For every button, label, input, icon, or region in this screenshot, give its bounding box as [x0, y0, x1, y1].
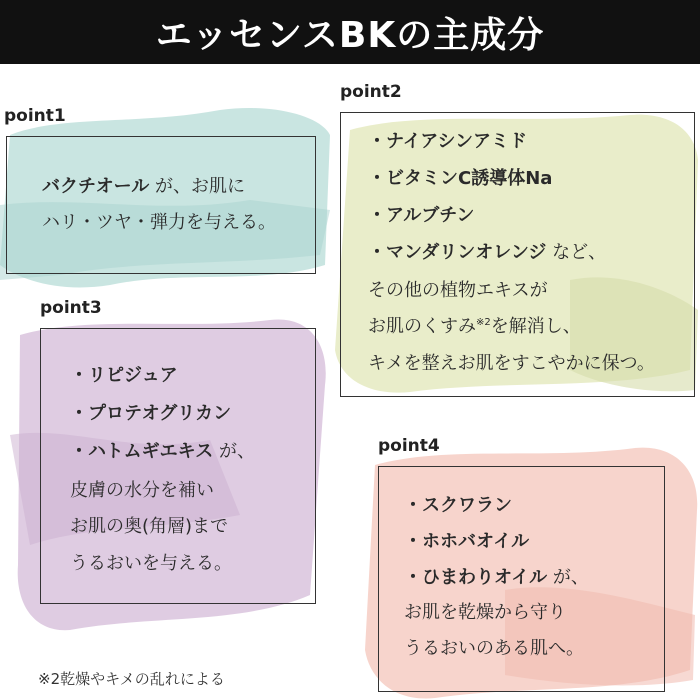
point2-item-1: ・ナイアシンアミド — [368, 131, 528, 152]
point3-line5: お肌の奥(角層)まで — [70, 516, 229, 537]
point4-line4: お肌を乾燥から守り — [404, 602, 566, 623]
point2-line6-pre: お肌のくすみ — [368, 316, 476, 337]
point2-line5: その他の植物エキスが — [368, 280, 548, 301]
point2-label: point2 — [340, 82, 402, 102]
point2-item-4: ・マンダリンオレンジ — [368, 242, 547, 263]
point3-label: point3 — [40, 298, 102, 318]
point1-highlight: バクチオール — [42, 176, 150, 197]
point1-line1-rest: が、お肌に — [149, 176, 246, 197]
point2-line7: キメを整えお肌をすこやかに保つ。 — [368, 353, 655, 374]
point1-line2: ハリ・ツヤ・弾力を与える。 — [42, 212, 276, 233]
point2-item-2: ・ビタミンC誘導体Na — [368, 168, 553, 189]
point1-line1 — [42, 178, 245, 196]
page-title: エッセンスBKの主成分 — [155, 14, 545, 56]
point4-line5: うるおいのある肌へ。 — [404, 638, 584, 659]
point2-line6 — [368, 318, 581, 336]
point4-item-3: ・ひまわりオイル — [404, 567, 548, 588]
point2-footnote-mark: ※2 — [476, 317, 491, 328]
point4-label: point4 — [378, 436, 440, 456]
point4-item-3-line — [404, 569, 589, 587]
page-title-banner — [0, 0, 700, 64]
point3-item-3-rest: が、 — [213, 441, 256, 462]
point3-item-3: ・ハトムギエキス — [70, 441, 214, 462]
point3-line6: うるおいを与える。 — [70, 553, 232, 574]
point2-item-4-line — [368, 244, 606, 262]
point3-item-3-line — [70, 443, 255, 461]
point4-item-1: ・スクワラン — [404, 495, 512, 516]
point3-item-1: ・リピジュア — [70, 365, 178, 386]
point4-item-2: ・ホホバオイル — [404, 531, 530, 552]
point3-item-2: ・プロテオグリカン — [70, 403, 232, 424]
point2-item-3: ・アルブチン — [368, 205, 475, 226]
point4-item-3-rest: が、 — [547, 567, 589, 588]
point3-line4: 皮膚の水分を補い — [70, 480, 214, 501]
point2-item-4-rest: など、 — [546, 242, 607, 263]
point1-box — [6, 136, 316, 274]
footnote: ※2乾燥やキメの乱れによる — [38, 670, 225, 688]
point1-label: point1 — [4, 106, 66, 126]
point2-line6-post: を解消し、 — [490, 316, 581, 337]
